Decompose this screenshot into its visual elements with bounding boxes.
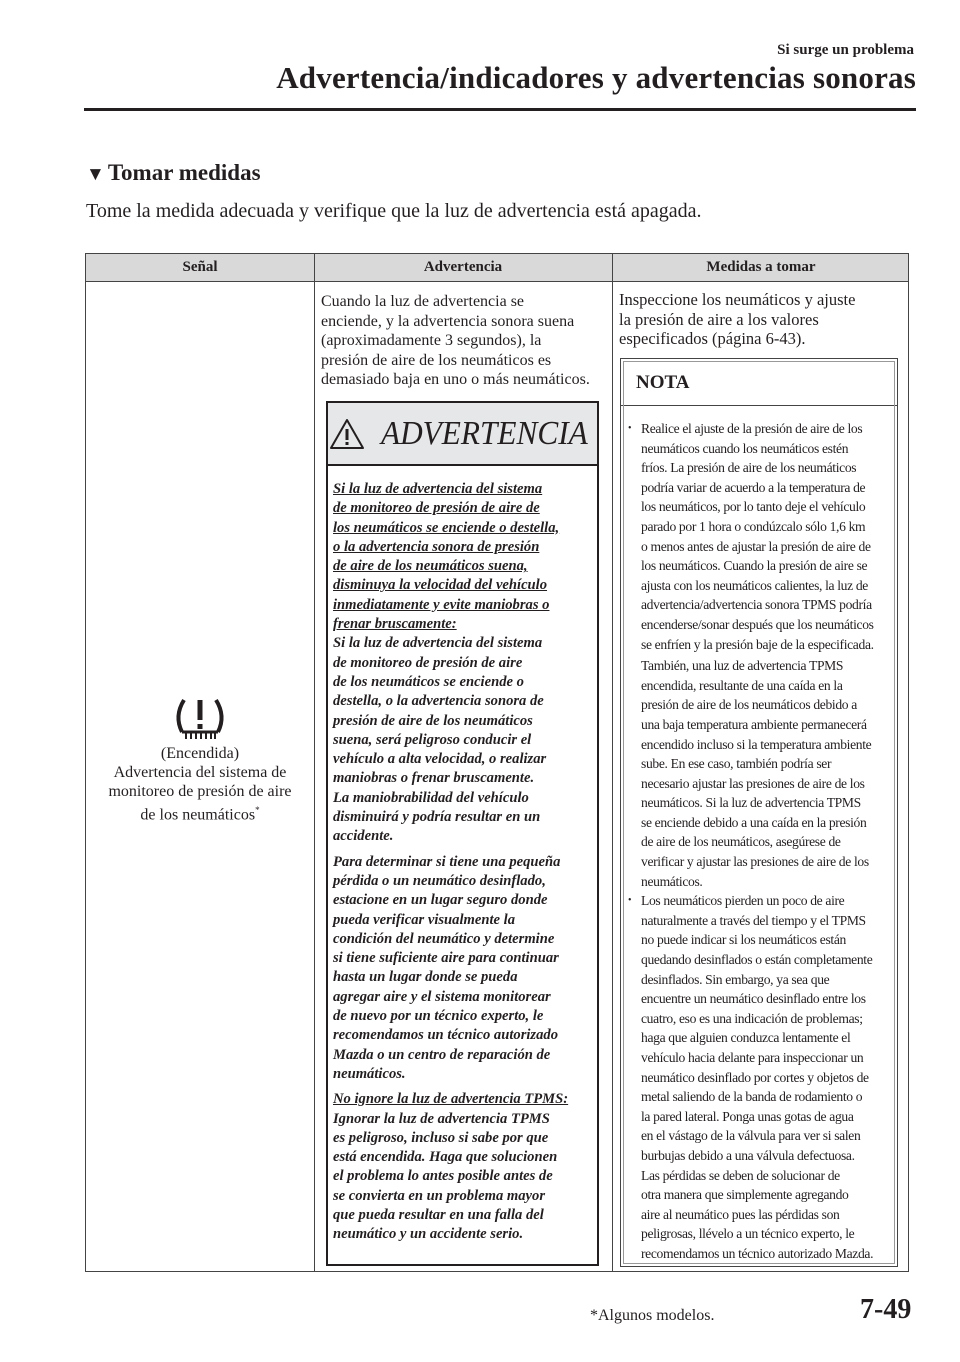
warning-triangle-icon	[328, 417, 366, 451]
text-line: no puede indicar si los neumáticos están	[641, 932, 846, 948]
text-line: Mazda o un centro de reparación de	[333, 1046, 551, 1063]
note-box	[620, 358, 898, 1267]
column-divider	[314, 254, 315, 1271]
text-line: los neumáticos se enciende o destella,	[333, 519, 560, 536]
text-line: estacione en un lugar seguro donde	[333, 892, 548, 909]
text-line: disminuirá y podría resultar en un	[333, 809, 541, 826]
warning-box	[326, 401, 599, 1266]
text-line: neumáticos. Si la luz de advertencia TPMS	[641, 795, 861, 811]
text-line: encuentre un neumático desinflado entre los	[641, 991, 866, 1007]
header-advertencia: Advertencia	[423, 259, 503, 275]
text-line: También, una luz de advertencia TPMS	[641, 658, 844, 674]
warning-header	[328, 403, 597, 466]
text-line: desinflados. Sin embargo, ya sea que	[641, 971, 830, 987]
text-line: de monitoreo de presión de aire de	[333, 500, 540, 517]
warning-table	[85, 253, 909, 1272]
header-senal: Señal	[182, 259, 218, 275]
text-line: Para determinar si tiene una pequeña	[333, 853, 561, 870]
text-line: neumáticos cuando los neumáticos estén	[641, 440, 849, 456]
text-line: haga que alguien conduzca lentamente el	[641, 1030, 851, 1046]
text-line: fríos. La presión de aire de los neumáticos	[641, 460, 857, 476]
text-line: neumático desinflado por cortes y objetos de	[641, 1069, 869, 1085]
text-line: Realice el ajuste de la presión de aire de los	[641, 421, 863, 436]
bullet-icon: •	[628, 423, 632, 434]
text-line: maniobras o frenar bruscamente.	[333, 770, 535, 787]
text-line: ajusta con los neumáticos calientes, la luz de	[641, 577, 868, 593]
text-line: metal saliendo de la banda de rodamiento o	[641, 1089, 863, 1105]
text-line: en el vástago de la válvula para ver si salen	[641, 1128, 861, 1144]
page-title: Advertencia/indicadores y advertencias sonoras	[276, 60, 916, 95]
text-line: si tiene suficiente aire para continuar	[333, 950, 559, 967]
advertencia-text	[321, 292, 590, 390]
text-line: recomendamos un técnico autorizado	[333, 1027, 558, 1044]
text-line: frenar bruscamente:	[333, 616, 457, 633]
text-line: Inspeccione los neumáticos y ajuste	[619, 290, 856, 309]
text-line: Cuando la luz de advertencia se	[321, 293, 525, 310]
text-line: hasta un lugar donde se pueda	[333, 969, 518, 986]
text-line: (aproximadamente 3 segundos), la	[321, 332, 542, 349]
text-line: Ignorar la luz de advertencia TPMS	[333, 1110, 550, 1127]
text-line: vehículo a alta velocidad, o realizar	[333, 751, 547, 768]
text-line: de monitoreo de presión de aire	[333, 654, 523, 671]
subheading	[86, 160, 261, 186]
text-line: disminuya la velocidad del vehículo	[333, 577, 548, 594]
text-line: presión de aire de los neumáticos	[333, 712, 533, 729]
text-line: enciende, y la advertencia sonora suena	[321, 312, 575, 330]
text-line: Las pérdidas se deben de solucionar de	[641, 1167, 840, 1183]
text-line: condición del neumático y determine	[333, 930, 555, 947]
text-line: inmediatamente y evite maniobras o	[333, 596, 550, 613]
text-line: peligrosas, llévelo a un técnico experto, le	[641, 1226, 855, 1242]
text-line: los neumáticos, por lo tanto deje el vehículo	[641, 499, 866, 515]
warning-title: ADVERTENCIA	[381, 414, 588, 452]
text-line: destella, o la advertencia sonora de	[333, 693, 544, 710]
signal-desc-line: monitoreo de presión de aire	[108, 783, 292, 800]
signal-state: (Encendida)	[160, 745, 240, 762]
medidas-text	[619, 290, 855, 349]
text-line: presión de aire de los neumáticos debido a	[641, 697, 857, 713]
text-line: pueda verificar visualmente la	[333, 911, 515, 928]
text-line: agregar aire y el sistema monitorear	[333, 988, 551, 1005]
intro-text: Tome la medida adecuada y verifique que la luz de advertencia está apagada.	[86, 200, 702, 222]
text-line: el problema lo antes posible antes de	[333, 1168, 553, 1185]
warning-body	[328, 466, 597, 1245]
text-line: aire al neumático pues las pérdidas son	[641, 1206, 840, 1222]
signal-desc-line: de los neumáticos	[140, 806, 256, 824]
text-line: verificar y ajustar las presiones de aire de los	[641, 854, 869, 870]
text-line: encendido incluso si la temperatura ambiente	[641, 736, 872, 752]
text-line: Si la luz de advertencia del sistema	[333, 481, 543, 497]
text-line: encenderse/sonar después que los neumáticos	[641, 616, 874, 632]
note-title: NOTA	[621, 359, 897, 406]
text-line: está encendida. Haga que solucionen	[333, 1149, 558, 1166]
text-line: cuatro, eso es una indicación de problemas;	[641, 1010, 863, 1026]
text-line: se convierta en un problema mayor	[333, 1187, 546, 1204]
note-body	[621, 406, 897, 1264]
text-line: los neumáticos. Cuando la presión de aire se	[641, 558, 868, 574]
note-bullet	[628, 419, 897, 891]
column-divider	[612, 254, 613, 1271]
bullet-icon: •	[628, 895, 632, 907]
text-line: burbujas debido a una válvula defectuosa.	[641, 1147, 855, 1163]
text-line: vehículo hacia delante para inspeccionar un	[641, 1050, 864, 1065]
page-number: 7-49	[860, 1294, 912, 1325]
text-line: podría variar de acuerdo a la temperatura de	[641, 479, 866, 495]
text-line: encendida, resultante de una caída en la	[641, 677, 843, 693]
subheading-text: Tomar medidas	[107, 160, 261, 185]
text-line: No ignore la luz de advertencia TPMS:	[333, 1091, 569, 1108]
signal-cell	[86, 694, 314, 824]
text-line: de los neumáticos se enciende o	[333, 673, 524, 690]
text-line: especificados (página 6-43).	[619, 329, 806, 348]
text-line: Si la luz de advertencia del sistema	[333, 635, 543, 652]
text-line: presión de aire de los neumáticos es	[321, 351, 552, 369]
note-bullet	[628, 891, 897, 1263]
text-line: se enciende debido a una caída en la presión	[641, 814, 867, 830]
text-line: La maniobrabilidad del vehículo	[333, 789, 529, 806]
text-line: accidente.	[333, 828, 394, 845]
text-line: neumáticos.	[641, 873, 703, 889]
text-line: se enfríen y la presión baje de la especificada.	[641, 636, 874, 652]
text-line: de aire de los neumáticos, asegúrese de	[641, 834, 841, 850]
text-line: otra manera que simplemente agregando	[641, 1187, 849, 1203]
text-line: una baja temperatura ambiente permanecerá	[641, 716, 867, 732]
text-line: Los neumáticos pierden un poco de aire	[641, 893, 845, 909]
text-line: que pueda resultar en una falla del	[333, 1206, 544, 1223]
text-line: suena, será peligroso conducir el	[333, 731, 532, 748]
text-line: neumático y un accidente serio.	[333, 1226, 524, 1243]
text-line: sube. En ese caso, también podría ser	[641, 756, 832, 772]
text-line: quedando desinflados o están completamente	[641, 952, 873, 968]
text-line: recomendamos un técnico autorizado Mazda.	[641, 1245, 874, 1261]
section-label: Si surge un problema	[777, 42, 914, 58]
table-header	[86, 254, 908, 282]
text-line: de aire de los neumáticos suena,	[333, 558, 528, 575]
text-line: es peligroso, incluso si sabe por que	[333, 1129, 549, 1146]
text-line: o la advertencia sonora de presión	[333, 538, 540, 555]
footnote-marker: *	[255, 805, 260, 815]
footnote: *Algunos modelos.	[590, 1307, 715, 1324]
header-rule	[84, 108, 916, 111]
text-line: la pared lateral. Ponga unas gotas de agua	[641, 1108, 854, 1124]
tpms-warning-icon	[170, 694, 230, 742]
text-line: parado por 1 hora o condúzcalo sólo 1,6 km	[641, 518, 866, 534]
text-line: naturalmente a través del tiempo y el TPMS	[641, 912, 866, 928]
text-line: advertencia/advertencia sonora TPMS podría	[641, 597, 872, 613]
text-line: necesario ajustar las presiones de aire de los	[641, 775, 865, 791]
triangle-down-icon: ▼	[86, 164, 105, 185]
text-line: la presión de aire a los valores	[619, 309, 819, 329]
text-line: demasiado baja en uno o más neumáticos.	[321, 371, 590, 388]
text-line: de nuevo por un técnico experto, le	[333, 1008, 544, 1025]
header-medidas: Medidas a tomar	[706, 259, 816, 275]
text-line: o menos antes de ajustar la presión de aire de	[641, 538, 871, 554]
signal-desc-line: Advertencia del sistema de	[113, 764, 287, 781]
text-line: neumáticos.	[333, 1065, 406, 1082]
text-line: pérdida o un neumático desinflado,	[333, 872, 546, 889]
